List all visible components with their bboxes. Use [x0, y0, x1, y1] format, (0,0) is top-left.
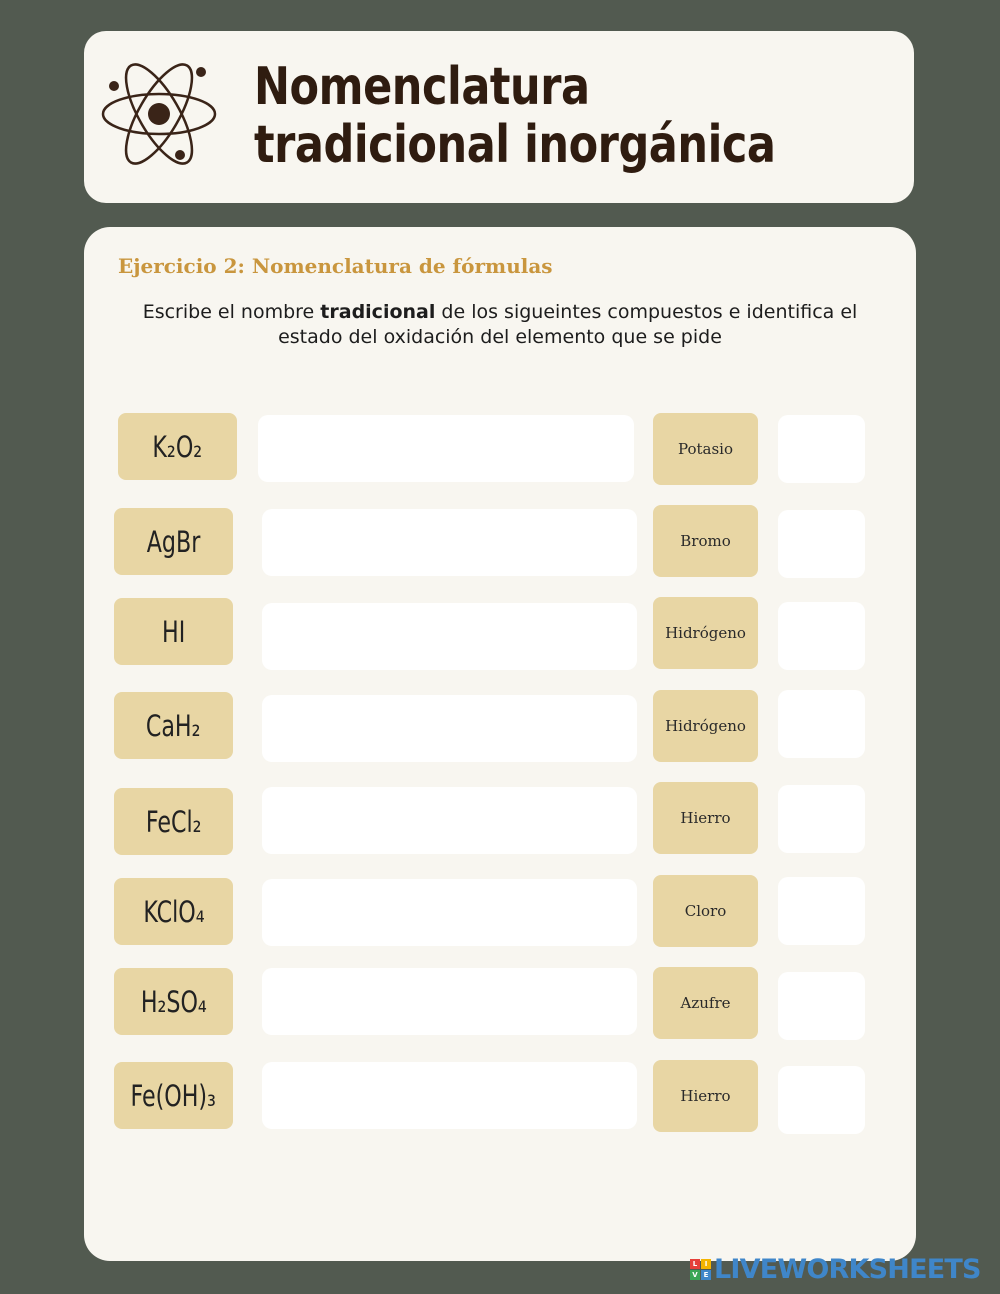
formula-box	[114, 968, 233, 1035]
oxidation-state-field[interactable]	[778, 877, 865, 945]
formula-box	[114, 508, 233, 575]
element-label: Hidrógeno	[653, 690, 758, 762]
formula-text: H₂SO₄	[140, 984, 207, 1019]
formula-text: FeCl₂	[145, 804, 202, 839]
instructions	[120, 300, 880, 350]
logo-letter: L	[690, 1259, 700, 1269]
name-answer-field[interactable]	[262, 695, 637, 762]
logo-letter: I	[701, 1259, 711, 1269]
oxidation-state-field[interactable]	[778, 1066, 865, 1134]
name-answer-field[interactable]	[262, 787, 637, 854]
oxidation-state-field[interactable]	[778, 510, 865, 578]
instructions-text-end: de los sigueintes compuestos e identifica el estado del oxidación del elemento que se pide	[278, 301, 858, 348]
name-answer-field[interactable]	[262, 1062, 637, 1129]
element-label: Bromo	[653, 505, 758, 577]
instructions-bold: tradicional	[320, 301, 436, 323]
formula-box	[114, 1062, 233, 1129]
formula-box	[118, 413, 237, 480]
formula-box	[114, 788, 233, 855]
element-label: Cloro	[653, 875, 758, 947]
formula-box	[114, 598, 233, 665]
formula-text: Fe(OH)₃	[130, 1078, 217, 1113]
name-answer-field[interactable]	[262, 509, 637, 576]
name-answer-field[interactable]	[262, 603, 637, 670]
name-answer-field[interactable]	[258, 415, 634, 482]
element-label: Hierro	[653, 782, 758, 854]
formula-text: AgBr	[146, 524, 201, 559]
name-answer-field[interactable]	[262, 879, 637, 946]
oxidation-state-field[interactable]	[778, 690, 865, 758]
element-label: Potasio	[653, 413, 758, 485]
watermark-text: LIVEWORKSHEETS	[714, 1253, 981, 1285]
exercise-title: Ejercicio 2: Nomenclatura de fórmulas	[118, 254, 553, 278]
formula-box	[114, 878, 233, 945]
name-answer-field[interactable]	[262, 968, 637, 1035]
logo-letter: E	[701, 1270, 711, 1280]
oxidation-state-field[interactable]	[778, 972, 865, 1040]
element-label: Hierro	[653, 1060, 758, 1132]
liveworksheets-logo-icon	[690, 1259, 711, 1280]
oxidation-state-field[interactable]	[778, 785, 865, 853]
atom-icon	[100, 55, 218, 173]
oxidation-state-field[interactable]	[778, 602, 865, 670]
liveworksheets-watermark	[690, 1254, 981, 1284]
formula-text: KClO₄	[142, 894, 205, 929]
instructions-text-start: Escribe el nombre	[142, 301, 321, 323]
formula-box	[114, 692, 233, 759]
oxidation-state-field[interactable]	[778, 415, 865, 483]
formula-text: K₂O₂	[152, 429, 203, 464]
logo-letter: V	[690, 1270, 700, 1280]
formula-text: CaH₂	[146, 708, 201, 743]
element-label: Hidrógeno	[653, 597, 758, 669]
page-title: Nomenclatura tradicional inorgánica	[254, 57, 776, 175]
formula-text: HI	[161, 614, 186, 649]
element-label: Azufre	[653, 967, 758, 1039]
